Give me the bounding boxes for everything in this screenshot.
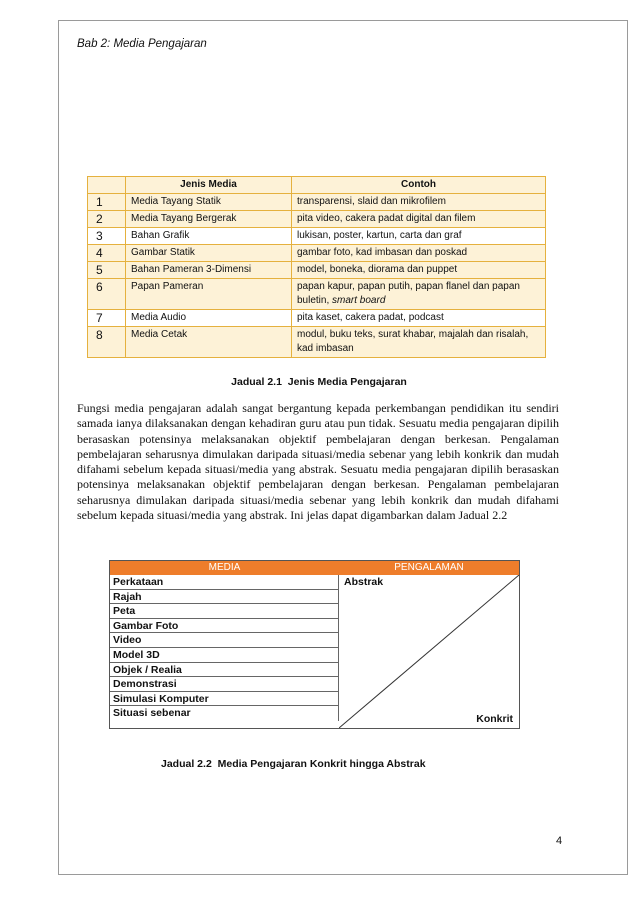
list-item: Peta [110,604,339,619]
body-paragraph: Fungsi media pengajaran adalah sangat bergantung kepada perkembangan pendidikan itu sendiri samada ianya dilaksanakan dengan kehadiran guru atau pun tidak. Sesuatu media pengajaran dipilih berasaskan potensinya melaksanakan objektif pembelajaran dengan berkesan. Pengalaman pembelajaran seharusnya dimulakan daripada situasi/media sebenar yang lebih konkrik dan mudah difahami sebelum kepada situasi/media yang abstrak. Sesuatu media pengajaran dipilih berasaskan potensinya melaksanakan objektif pembelajaran dengan berkesan. Pengalaman pembelajaran seharusnya dimulakan daripada situasi/media sebenar yang lebih konkrik dan mudah difahami sebelum kepada situasi/media yang abstrak. Ini jelas dapat digambarkan dalam Jadual 2.2 [77,401,559,523]
table-row [88,245,546,262]
row-jenis: Media Tayang Bergerak [126,211,292,228]
list-item: Perkataan [110,575,339,590]
row-contoh: transparensi, slaid dan mikrofilem [292,194,546,211]
media-list [110,575,339,721]
table-row [88,310,546,327]
page-header: Bab 2: Media Pengajaran [77,38,207,50]
experience-cell [339,575,519,728]
row-jenis: Bahan Pameran 3-Dimensi [126,262,292,279]
header-no [88,177,126,194]
table2-caption [161,758,426,770]
list-item: Video [110,633,339,648]
row-contoh [292,279,546,310]
row-number: 2 [88,211,126,228]
table1-caption-text: Jenis Media Pengajaran [287,376,407,388]
row-number: 8 [88,327,126,358]
row-number: 6 [88,279,126,310]
table1-caption-label: Jadual 2.1 [231,376,282,388]
list-item: Situasi sebenar [110,706,339,721]
row-number: 3 [88,228,126,245]
list-item: Model 3D [110,648,339,663]
table-row [88,327,546,358]
row-contoh: model, boneka, diorama dan puppet [292,262,546,279]
diagonal-line [339,575,519,728]
media-types-table [87,176,546,358]
row-jenis: Bahan Grafik [126,228,292,245]
header-contoh: Contoh [292,177,546,194]
row-contoh: pita video, cakera padat digital dan filem [292,211,546,228]
header-pengalaman: PENGALAMAN [394,562,464,573]
list-item: Objek / Realia [110,663,339,678]
header-media: MEDIA [208,562,241,573]
table-row [88,211,546,228]
media-experience-table [109,560,520,729]
table-row [88,262,546,279]
row-jenis: Gambar Statik [126,245,292,262]
row-number: 4 [88,245,126,262]
row-jenis: Papan Pameran [126,279,292,310]
row-number: 7 [88,310,126,327]
table1-caption [0,376,638,388]
konkrit-label: Konkrit [476,713,513,725]
row-contoh: modul, buku teks, surat khabar, majalah dan risalah, kad imbasan [292,327,546,358]
row-jenis: Media Cetak [126,327,292,358]
list-item: Simulasi Komputer [110,692,339,707]
header-jenis-media: Jenis Media [126,177,292,194]
row-contoh-text: papan kapur, papan putih, papan flanel dan papan buletin, [297,281,520,306]
page-number: 4 [556,835,563,847]
table-row [88,194,546,211]
row-contoh: pita kaset, cakera padat, podcast [292,310,546,327]
table-header-row [88,177,546,194]
row-jenis: Media Tayang Statik [126,194,292,211]
row-contoh: gambar foto, kad imbasan dan poskad [292,245,546,262]
row-number: 1 [88,194,126,211]
list-item: Demonstrasi [110,677,339,692]
row-contoh: lukisan, poster, kartun, carta dan graf [292,228,546,245]
abstrak-label: Abstrak [344,576,384,588]
row-jenis: Media Audio [126,310,292,327]
table2-caption-text: Media Pengajaran Konkrit hingga Abstrak [217,758,426,770]
table2-caption-label: Jadual 2.2 [161,758,212,770]
row-number: 5 [88,262,126,279]
table-row [88,228,546,245]
row-contoh-italic: smart board [332,295,386,306]
list-item: Rajah [110,590,339,605]
table2-header [110,561,519,575]
list-item: Gambar Foto [110,619,339,634]
table-row [88,279,546,310]
